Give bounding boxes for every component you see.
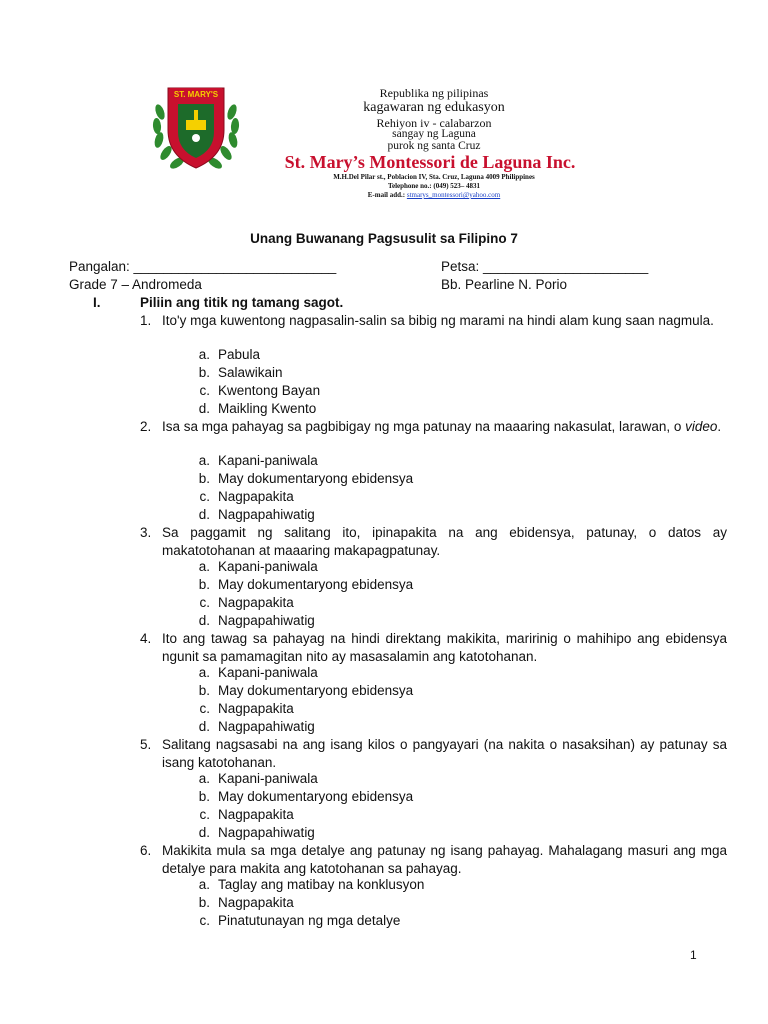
- school-address: M.H.Del Pilar st., Poblacion IV, Sta. Cruz, Laguna 4009 Philippines: [333, 173, 535, 181]
- date-field: Petsa: ______________________: [441, 259, 649, 274]
- logo-text: ST. MARY'S: [173, 90, 219, 99]
- letterhead-line-2: kagawaran ng edukasyon: [363, 100, 505, 115]
- question-text: Ito'y mga kuwentong nagpasalin-salin sa bibig ng marami na hindi alam kung saan nagmula.: [162, 313, 714, 328]
- question-number: 1.: [140, 313, 152, 328]
- question-5: [140, 736, 727, 771]
- teacher-name: Bb. Pearline N. Porio: [441, 277, 568, 292]
- page-number: 1: [690, 948, 697, 962]
- question-2: [140, 418, 727, 436]
- exam-title: Unang Buwanang Pagsusulit sa Filipino 7: [250, 231, 518, 246]
- question-text: Ito ang tawag sa pahayag na hindi direktang makikita, maririnig o mahihipo ang ebidensya ngunit sa pamamagitan nito ay masasalamin ang katotohanan.: [162, 631, 727, 664]
- question-number: 3.: [140, 525, 152, 540]
- email-label: E-mail add.:: [367, 191, 407, 199]
- question-text: Makikita mula sa mga detalye ang patunay ng isang pahayag. Mahalagang masuri ang mga detalye para makita ang katotohanan sa pahayag.: [162, 843, 727, 876]
- question-number: 2.: [140, 419, 152, 434]
- question-number: 6.: [140, 843, 152, 858]
- question-text: Salitang nagsasabi na ang isang kilos o pangyayari (na nakita o nasaksihan) ay patunay sa isang katotohanan.: [162, 737, 727, 770]
- grade-section: Grade 7 – Andromeda: [69, 277, 202, 292]
- section-number: I.: [93, 295, 101, 310]
- letterhead-line-3: Rehiyon iv - calabarzon: [376, 116, 492, 130]
- letterhead-line-5: purok ng santa Cruz: [387, 140, 481, 152]
- question-number: 4.: [140, 631, 152, 646]
- school-name: St. Mary’s Montessori de Laguna Inc.: [284, 152, 576, 172]
- question-3: [140, 524, 727, 559]
- school-telephone: Telephone no.: (049) 523– 4831: [387, 182, 481, 190]
- letterhead-line-4: sangay ng Laguna: [392, 128, 476, 140]
- question-4: [140, 630, 727, 665]
- question-text: Isa sa mga pahayag sa pagbibigay ng mga patunay na maaaring nakasulat, larawan, o video.: [162, 419, 722, 434]
- section-instruction: Piliin ang titik ng tamang sagot.: [140, 295, 344, 310]
- school-email-line: [0, 191, 768, 199]
- name-field: Pangalan: ___________________________: [69, 259, 337, 274]
- question-number: 5.: [140, 737, 152, 752]
- question-1: [140, 312, 727, 330]
- email-link[interactable]: stmarys_montessori@yahoo.com: [406, 191, 501, 199]
- question-text: Sa paggamit ng salitang ito, ipinapakita na ang ebidensya, patunay, o datos ay makatotohanan at maaaring makapagpatunay.: [162, 525, 727, 558]
- letterhead-line-1: Republika ng pilipinas: [379, 86, 489, 100]
- question-6: [140, 842, 727, 877]
